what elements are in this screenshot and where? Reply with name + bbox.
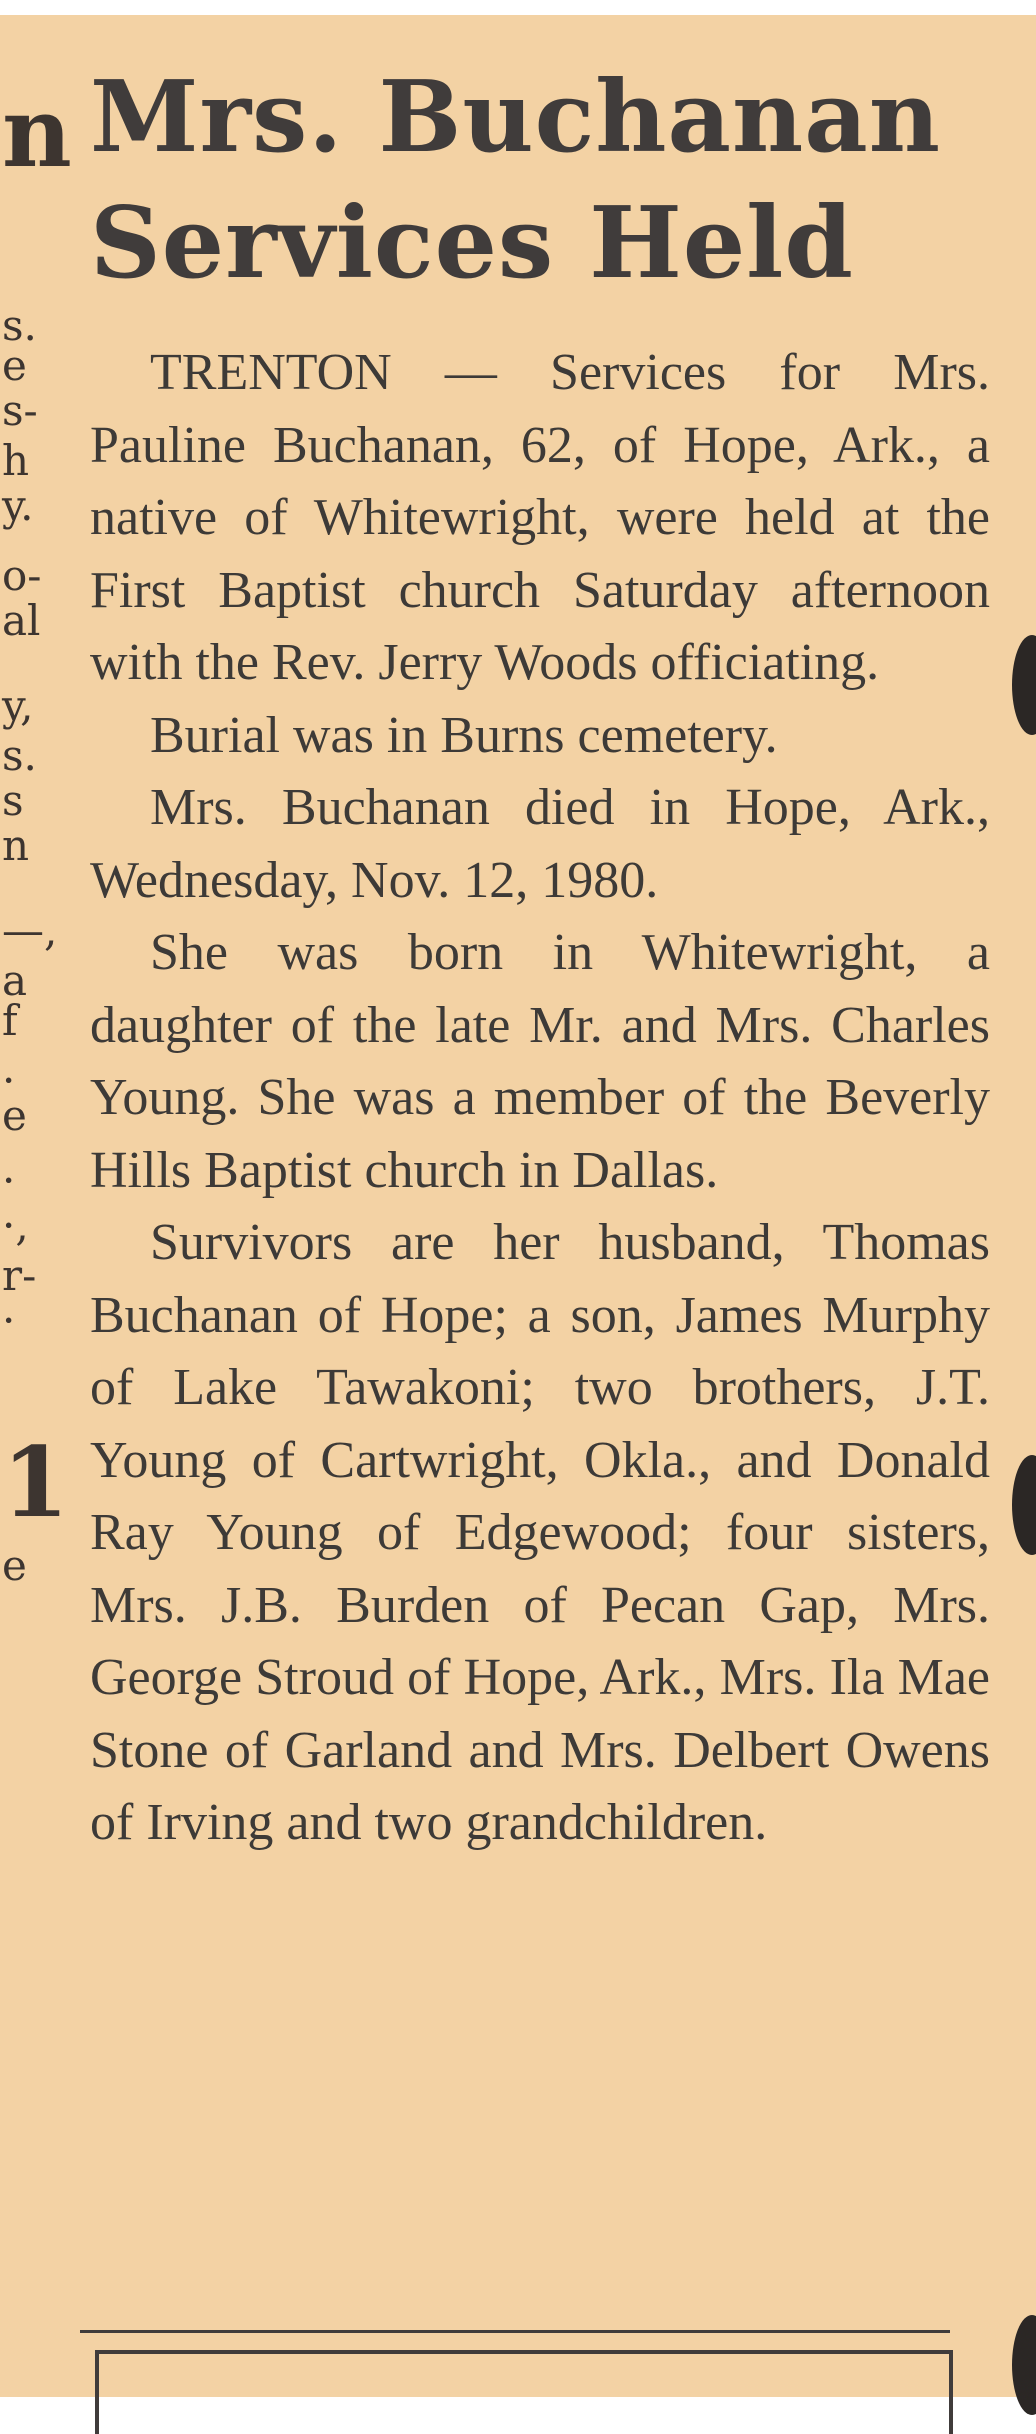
column-fragment: y, (2, 681, 34, 730)
column-fragment: s. (2, 301, 37, 350)
column-fragment: ·, (2, 1201, 29, 1250)
column-fragment: al (2, 596, 41, 645)
next-article-box (95, 2350, 953, 2434)
column-fragment: a (2, 956, 28, 1005)
column-fragment: · (2, 1056, 16, 1105)
column-fragment: · (2, 1156, 16, 1205)
paragraph-burial: Burial was in Burns cemetery. (150, 706, 778, 764)
binder-hole-mark (1012, 635, 1036, 735)
column-fragment: —, (2, 906, 58, 955)
binder-hole-mark (1012, 1455, 1036, 1555)
column-fragment: y. (2, 481, 34, 530)
divider-rule (80, 2330, 950, 2333)
column-fragment: s (2, 776, 24, 825)
column-fragment: s- (2, 386, 38, 435)
obituary-article (90, 55, 990, 1860)
column-fragment: e (2, 341, 27, 390)
binder-hole-mark (1012, 2315, 1036, 2415)
article-body (90, 337, 990, 1860)
paragraph-survivors: Survivors are her husband, Thomas Buchanan of Hope; a son, James Murphy of Lake Tawakoni; two brothers, J.T. Young of Cartwright, Okla., and Donald Ray Young of Edgewood; four sisters, Mrs. J.B. Burden of Pecan Gap, Mrs. George Stroud of Hope, Ark., Mrs. Ila Mae Stone of Garland and Mrs. Delbert Owens of Irving and two grandchildren. (90, 1214, 990, 1851)
column-fragment: s. (2, 731, 37, 780)
adjacent-column-fragments (0, 15, 72, 2397)
paragraph-biography: She was born in Whitewright, a daughter of the late Mr. and Mrs. Charles Young. She was a member of the Beverly Hills Baptist church in Dallas. (90, 924, 990, 1199)
column-fragment: e (2, 1091, 27, 1140)
headline: Mrs. Buchanan Services Held (90, 60, 942, 301)
column-fragment: · (2, 1296, 16, 1345)
column-fragment: 1 (2, 1426, 69, 1539)
column-fragment: r- (2, 1251, 37, 1300)
paragraph-services: TRENTON — Services for Mrs. Pauline Buchanan, 62, of Hope, Ark., a native of Whitewright, were held at the First Baptist church Saturday afternoon with the Rev. Jerry Woods officiating. (90, 344, 990, 691)
column-fragment: h (2, 436, 30, 485)
column-fragment: o- (2, 551, 42, 600)
column-fragment: e (2, 1541, 27, 1590)
column-fragment: n (2, 76, 72, 189)
paragraph-death: Mrs. Buchanan died in Hope, Ark., Wednesday, Nov. 12, 1980. (90, 779, 990, 909)
column-fragment: f (2, 996, 18, 1045)
newspaper-clipping (0, 15, 1036, 2397)
column-fragment: n (2, 821, 30, 870)
